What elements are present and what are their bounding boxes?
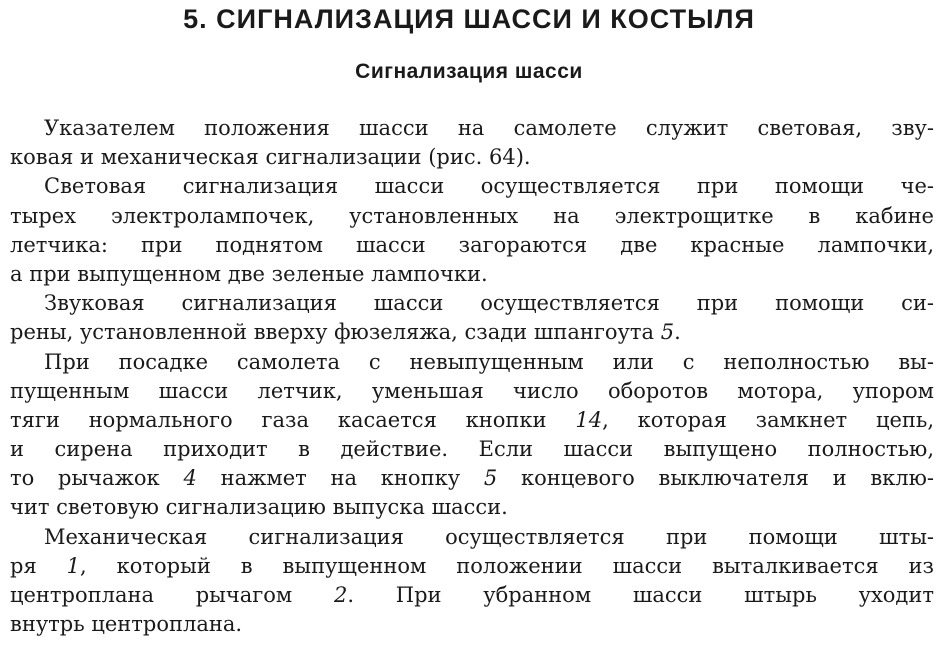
text-fragment: ря (10, 553, 37, 578)
text-fragment: тяги нормального газа касается кнопки (10, 407, 547, 432)
text-fragment: , которая замкнет цепь, (602, 407, 934, 432)
figure-ref: 1 (66, 553, 81, 578)
text-fragment: . При убранном шасси штырь уходит (347, 583, 934, 607)
text-line: Механическая сигнализация осуществляется при помощи шты- (44, 524, 934, 549)
text-line (10, 581, 934, 610)
figure-ref: 5 (660, 320, 675, 345)
text-fragment: центроплана рычагом (10, 583, 293, 607)
body-text (10, 114, 934, 639)
text-line: летчика: при поднятом шасси загораются две красные лампочки, (10, 232, 934, 257)
figure-ref: 14 (575, 407, 603, 432)
text-line: При посадке самолета с невыпущенным или с неполностью вы- (44, 349, 934, 374)
text-line: Световая сигнализация шасси осуществляется при помощи че- (44, 174, 934, 199)
text-line: пущенным шасси летчик, уменьшая число оборотов мотора, упором (10, 378, 934, 403)
text-line: внутрь центроплана. (10, 612, 243, 637)
text-line: Звуковая сигнализация шасси осуществляется при помощи си- (44, 291, 934, 316)
text-line: чит световую сигнализацию выпуска шасси. (10, 495, 508, 520)
text-line: и сирена приходит в действие. Если шасси выпущено полностью, (10, 437, 934, 462)
figure-ref: 5 (483, 466, 498, 491)
text-line: ковая и механическая сигнализации (рис. 64). (10, 145, 531, 170)
text-line: а при выпущенном две зеленые лампочки. (10, 261, 488, 286)
text-line: Указателем положения шасси на самолете служит световая, зву- (44, 116, 934, 140)
text-line: тырех электролампочек, установленных на электрощитке в кабине (10, 203, 934, 228)
text-line: рены, установленной вверху фюзеляжа, сзади шпангоута 5. (10, 320, 681, 345)
text-fragment: , который в выпущенном положении шасси выталкивается из (80, 553, 935, 578)
text-fragment: нажмет на кнопку (220, 466, 461, 491)
text-line (10, 552, 934, 581)
figure-ref: 4 (183, 466, 197, 491)
text-line (10, 406, 934, 435)
section-title: Сигнализация шасси (355, 60, 583, 83)
text-line (10, 464, 934, 493)
figure-ref: 2 (333, 583, 348, 607)
text-fragment: рены, установленной вверху фюзеляжа, сзади шпангоута (10, 320, 655, 345)
chapter-title: 5. СИГНАЛИЗАЦИЯ ШАССИ И КОСТЫЛЯ (183, 4, 755, 34)
text-fragment: концевого выключателя и вклю- (520, 466, 935, 491)
text-fragment: то рычажок (10, 466, 160, 491)
